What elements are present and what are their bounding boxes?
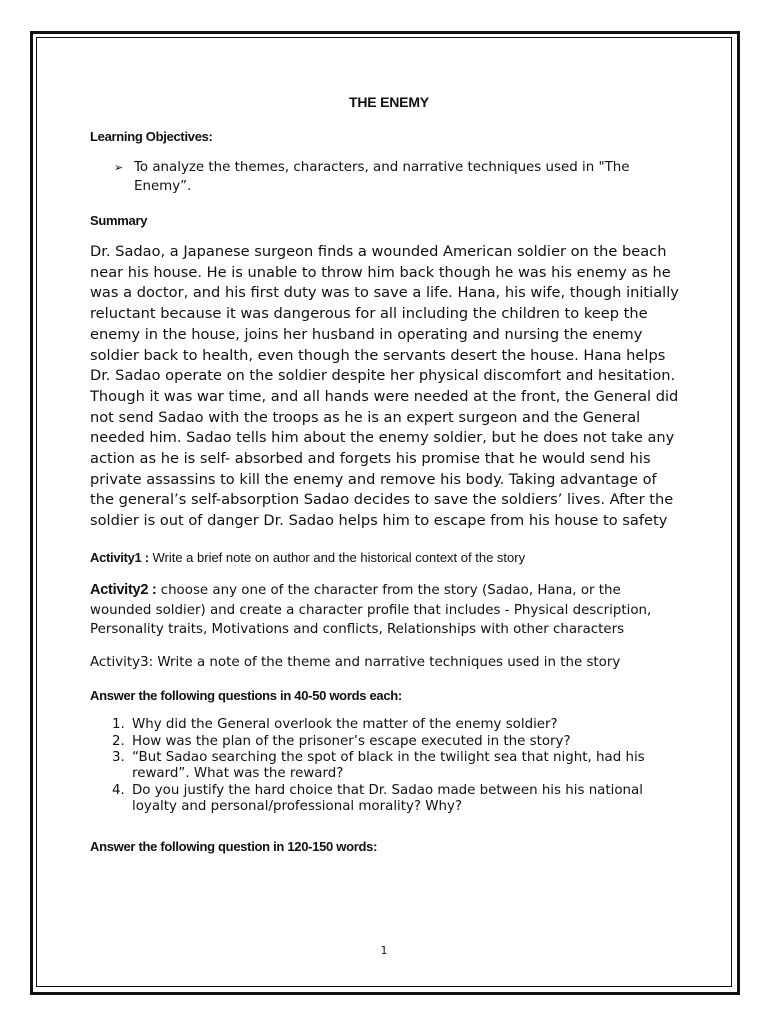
objective-text: To analyze the themes, characters, and narrative techniques used in "The Enemy”. bbox=[134, 160, 630, 194]
document-title: THE ENEMY bbox=[349, 94, 429, 110]
short-questions-heading: Answer the following questions in 40-50 words each: bbox=[90, 688, 402, 704]
activity-2-label: Activity2 : bbox=[90, 582, 157, 599]
question-number: 4. bbox=[112, 782, 125, 798]
question-number: 2. bbox=[112, 733, 125, 749]
learning-objectives-heading: Learning Objectives: bbox=[90, 129, 213, 144]
activity-3 bbox=[90, 653, 680, 673]
document-body bbox=[90, 94, 680, 854]
list-item bbox=[114, 158, 680, 196]
long-question-heading: Answer the following question in 120-150 words: bbox=[90, 839, 378, 855]
list-item bbox=[112, 783, 680, 816]
question-text: “But Sadao searching the spot of black in the twilight sea that night, had his reward”. What was the reward? bbox=[132, 749, 645, 782]
list-item bbox=[112, 750, 680, 783]
summary-paragraph: Dr. Sadao, a Japanese surgeon finds a wounded American soldier on the beach near his house. He is unable to throw him back though he was his enemy as he was a doctor, and his first duty was to save a life. Hana, his wife, though initially reluctant because it was dangerous for all including the children to keep the enemy in the house, joins her husband in operating and nursing the enemy soldier back to health, even though the servants desert the house. Hana helps Dr. Sadao operate on the soldier despite her physical discomfort and hesitation. Though it was war time, and all hands were needed at the front, the General did not send Sadao with the troops as he is an expert surgeon and the General needed him. Sadao tells him about the enemy soldier, but he does not take any action as he is self- absorbed and forgets his promise that he would send his private assassins to kill the enemy and remove his body. Taking advantage of the general’s self-absorption Sadao decides to save the soldiers’ lives. After the soldier is out of danger Dr. Sadao helps him to escape from his house to safety bbox=[90, 243, 679, 530]
arrow-bullet-icon: ➢ bbox=[114, 161, 124, 174]
question-number: 3. bbox=[112, 749, 125, 765]
learning-objectives-list bbox=[90, 158, 680, 196]
list-item bbox=[112, 717, 680, 733]
activity-1-label: Activity1 : bbox=[90, 549, 149, 565]
question-text: Do you justify the hard choice that Dr. Sadao made between his his national loyalty and personal/professional morality? Why? bbox=[132, 782, 643, 814]
activity-3-text: Activity3: Write a note of the theme and narrative techniques used in the story bbox=[90, 654, 621, 670]
question-number: 1. bbox=[112, 717, 125, 733]
activity-2 bbox=[90, 581, 680, 640]
short-questions-list bbox=[90, 717, 680, 815]
activity-1 bbox=[90, 548, 680, 569]
question-text: Why did the General overlook the matter of the enemy soldier? bbox=[132, 717, 558, 733]
page-number: 1 bbox=[380, 944, 388, 957]
question-text: How was the plan of the prisoner’s escape executed in the story? bbox=[132, 733, 571, 749]
activity-2-text: choose any one of the character from the story (Sadao, Hana, or the wounded soldier) and create a character profile that includes - Physical description, Personality traits, Motivations and conflicts, Relationships with other characters bbox=[90, 583, 652, 638]
activity-1-text: Write a brief note on author and the historical context of the story bbox=[148, 549, 526, 565]
summary-heading: Summary bbox=[90, 213, 148, 228]
list-item bbox=[112, 734, 680, 750]
